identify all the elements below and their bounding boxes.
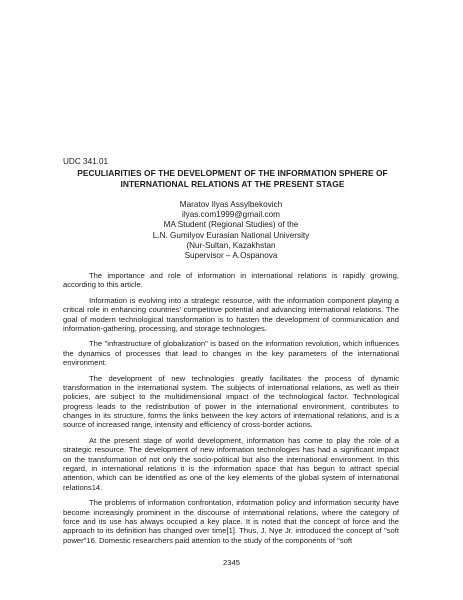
title-line-1: PECULIARITIES OF THE DEVELOPMENT OF THE INFORMATION SPHERE OF	[77, 168, 388, 178]
paragraph-5: At the present stage of world development, information has come to play the role of a strategic resource. The development of new information technologies has had a significant impact on the transformation of not only the socio-political but also the international environment. In this regard, in international relations it is the information space that has begun to attract special attention, which can be identified as one of the key elements of the global system of international relations14.	[63, 435, 399, 492]
author-university: L.N. Gumilyov Eurasian National University	[152, 230, 310, 240]
article-body	[63, 271, 399, 551]
paragraph-1: The importance and role of information in international relations is rapidly growing, according to this article.	[63, 271, 399, 290]
paragraph-2: Information is evolving into a strategic resource, with the information component playing a critical role in enhancing countries' competitive potential and advancing international relations. The goal of modern technological transformation is to hasten the development of communication and information-gathering, processing, and storage technologies.	[63, 295, 399, 333]
author-name: Maratov Ilyas Assylbekovich	[179, 200, 283, 209]
paragraph-4: The development of new technologies greatly facilitates the process of dynamic transformation in the international system. The subjects of international relations, as well as their policies, are subject to the multidimensional impact of the technological factor. Technological progress leads to the redistribution of power in the international environment, contributes to changes in its structure, forms the links between the key actors of international relations, and is a source of increased range, intensity and efficiency of cross-border actions.	[63, 373, 399, 430]
author-email: ilyas.com1999@gmail.com	[182, 210, 280, 220]
page-number: 2345	[223, 558, 240, 567]
author-block	[96, 200, 366, 261]
udc-code: UDC 341.01	[63, 157, 109, 166]
paragraph-3: The "infrastructure of globalization" is based on the information revolution, which influences the dynamics of processes that lead to changes in the key parameters of the international environment.	[63, 339, 399, 368]
author-city: (Nur-Sultan, Kazakhstan	[186, 240, 276, 250]
author-supervisor: Supervisor – A.Ospanova	[184, 251, 278, 261]
author-position: MA Student (Regional Studies) of the	[163, 220, 299, 230]
paragraph-6: The problems of information confrontation, information policy and information security have become increasingly prominent in the discourse of international relations, where the category of force and its use has always occupied a key place. It is noted that the concept of force and the approach to its definition has changed over time[1]. Thus, J. Nye Jr. introduced the concept of "soft power"16. Domestic researchers paid attention to the study of the components of "soft	[63, 498, 399, 545]
paper-title	[60, 168, 405, 189]
title-line-2: INTERNATIONAL RELATIONS AT THE PRESENT STAGE	[120, 178, 345, 189]
